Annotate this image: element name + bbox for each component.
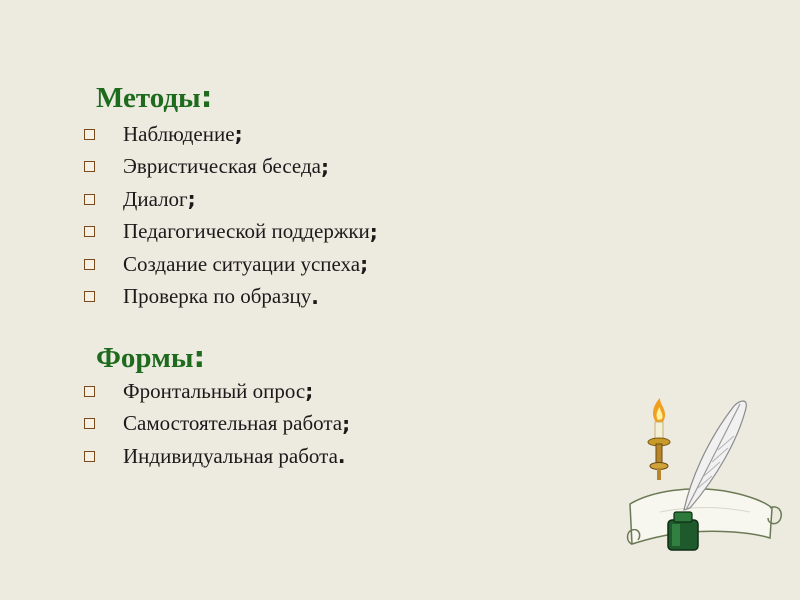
square-bullet-icon bbox=[84, 226, 95, 237]
square-bullet-icon bbox=[84, 259, 95, 270]
methods-title: Методы bbox=[96, 82, 201, 114]
list-item bbox=[84, 151, 378, 184]
list-item-text: Самостоятельная работа bbox=[123, 411, 343, 436]
list-item-punct: ; bbox=[369, 219, 378, 244]
quill-inkwell-icon bbox=[620, 392, 790, 562]
methods-heading bbox=[96, 80, 212, 115]
forms-title: Формы bbox=[96, 342, 194, 374]
list-item bbox=[84, 248, 378, 281]
list-item-punct: . bbox=[311, 284, 319, 309]
list-item-punct: ; bbox=[187, 187, 196, 212]
square-bullet-icon bbox=[84, 194, 95, 205]
list-item bbox=[84, 118, 378, 151]
list-item-punct: . bbox=[337, 444, 346, 469]
square-bullet-icon bbox=[84, 129, 95, 140]
list-item-text: Создание ситуации успеха bbox=[123, 251, 361, 276]
methods-colon: : bbox=[200, 80, 213, 114]
list-item-text: Эвристическая беседа bbox=[123, 154, 321, 179]
list-item bbox=[84, 440, 350, 473]
candle-icon bbox=[648, 398, 670, 480]
square-bullet-icon bbox=[84, 386, 95, 397]
list-item-punct: ; bbox=[342, 411, 351, 436]
list-item-punct: ; bbox=[305, 379, 314, 404]
list-item bbox=[84, 375, 350, 408]
forms-colon: : bbox=[193, 340, 206, 374]
list-item bbox=[84, 183, 378, 216]
list-item-punct: ; bbox=[360, 252, 369, 277]
list-item-punct: ; bbox=[234, 122, 243, 147]
square-bullet-icon bbox=[84, 161, 95, 172]
list-item-text: Индивидуальная работа bbox=[123, 443, 338, 468]
list-item-text: Фронтальный опрос bbox=[123, 378, 306, 403]
methods-list bbox=[84, 118, 378, 313]
scroll-icon bbox=[628, 489, 782, 544]
forms-list bbox=[84, 375, 350, 473]
square-bullet-icon bbox=[84, 418, 95, 429]
forms-heading bbox=[96, 340, 205, 375]
list-item-punct: ; bbox=[320, 154, 329, 179]
list-item-text: Наблюдение bbox=[123, 121, 235, 146]
list-item-text: Диалог bbox=[123, 186, 188, 211]
list-item-text: Проверка по образцу bbox=[123, 284, 312, 309]
list-item bbox=[84, 408, 350, 441]
list-item-text: Педагогической поддержки bbox=[123, 219, 370, 244]
list-item bbox=[84, 281, 378, 314]
list-item bbox=[84, 216, 378, 249]
square-bullet-icon bbox=[84, 451, 95, 462]
square-bullet-icon bbox=[84, 291, 95, 302]
